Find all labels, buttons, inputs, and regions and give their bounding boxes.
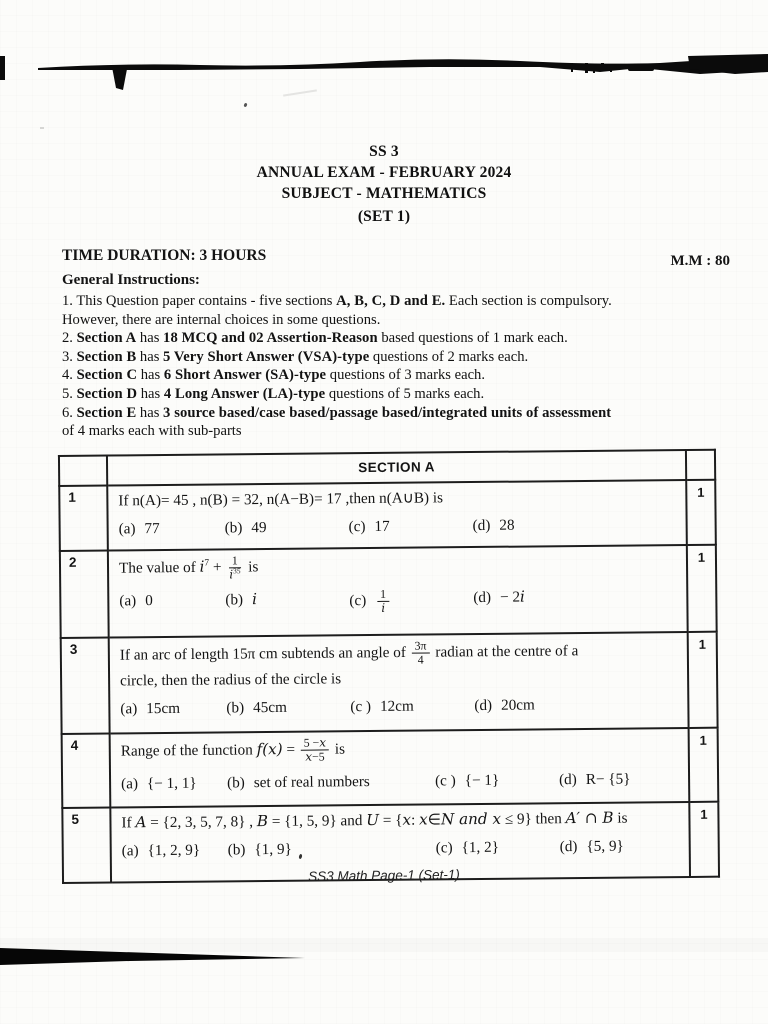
question-options <box>120 693 681 719</box>
option-text: 17 <box>374 517 390 535</box>
option-text: − 2i <box>499 587 525 606</box>
scan-speck <box>243 103 247 108</box>
option-text: {5, 9} <box>586 837 624 855</box>
option-label: (d) <box>474 696 493 714</box>
instruction-line: 5. Section D has 4 Long Answer (LA)-type questions of 5 marks each. <box>62 385 485 402</box>
option-label: (b) <box>225 590 244 608</box>
option-label: (d) <box>559 838 578 856</box>
option-label: (b) <box>227 773 245 791</box>
option-label: (a) <box>120 699 138 717</box>
option-label: (d) <box>473 588 492 606</box>
option-label: (a) <box>121 842 139 860</box>
question-number: 2 <box>60 551 109 638</box>
question-number: 4 <box>62 734 111 808</box>
question-cell <box>110 728 690 808</box>
option <box>474 694 535 716</box>
option-text: 45cm <box>253 698 287 716</box>
option <box>350 695 466 717</box>
time-duration: TIME DURATION: 3 HOURS <box>62 247 267 264</box>
subject-title: SUBJECT - MATHEMATICS <box>281 185 487 202</box>
fraction: $\frac{1}{i^{35}}$ <box>229 553 241 582</box>
option-text: 15cm <box>146 699 181 717</box>
option-label: (c) <box>435 839 453 857</box>
question-number: 5 <box>62 808 111 883</box>
instruction-line: 1. This Question paper contains - five sections A, B, C, D and E. Each section is compulsory. <box>62 293 612 309</box>
scan-artifact-bottom-wedge <box>0 930 768 990</box>
question-options <box>122 835 683 861</box>
class-title: SS 3 <box>369 143 399 160</box>
questions-body <box>59 480 719 883</box>
question-number: 1 <box>59 486 108 551</box>
question-text: circle, then the radius of the circle is <box>120 669 342 689</box>
question-text: The value of $i^7$ + $\frac{1}{i^{35}}$ is <box>118 553 259 582</box>
option-label: (b) <box>226 698 245 716</box>
option <box>228 837 428 860</box>
fraction: $\frac{1}{i}$ <box>377 587 389 615</box>
question-cell <box>108 545 688 638</box>
question-row <box>60 545 717 638</box>
instruction-line: 4. Section C has 6 Short Answer (SA)-type questions of 3 marks each. <box>62 367 485 384</box>
option <box>436 836 552 858</box>
option-text: i <box>251 589 257 608</box>
fraction: $\frac{5 -x}{x-5}$ <box>301 736 330 764</box>
corner-cell <box>59 456 107 486</box>
option-label: (a) <box>118 520 136 538</box>
option <box>225 516 341 538</box>
scan-speck <box>40 127 44 129</box>
option <box>435 769 551 791</box>
option <box>226 696 342 718</box>
question-text: If A = {2, 3, 5, 7, 8} , B = {1, 5, 9} and U = {x: x∈N and x ≤ 9} then A′ ∩ B is <box>121 808 628 832</box>
option-label: (d) <box>472 516 491 535</box>
marks-cell: 1 <box>686 480 716 545</box>
option-text: {1, 2, 9} <box>147 841 201 860</box>
option-label: (a) <box>121 774 139 792</box>
question-options <box>119 513 680 539</box>
option <box>119 589 217 618</box>
marks-header-cell <box>686 450 715 480</box>
scan-artifact-top-band <box>0 0 768 110</box>
option-label: (a) <box>119 591 137 609</box>
option-text: 49 <box>251 519 267 537</box>
option-text <box>375 586 391 615</box>
question-cell <box>109 632 689 734</box>
instructions-list <box>62 292 612 441</box>
option <box>121 772 219 794</box>
question-row <box>59 480 716 551</box>
exam-header <box>0 141 768 227</box>
option-text: set of real numbers <box>253 772 370 791</box>
option-text: 20cm <box>500 696 535 714</box>
option <box>122 839 220 861</box>
option <box>349 587 465 616</box>
option-label: (c ) <box>435 771 456 789</box>
question-options <box>119 585 680 618</box>
question-text: Range of the function f(x) = $\frac{5 -x}{x-5}$ is <box>120 735 346 764</box>
option <box>227 770 427 793</box>
max-marks: M.M : 80 <box>670 253 730 269</box>
option-label: (c) <box>348 518 366 536</box>
question-row <box>62 728 719 808</box>
option-text: R− {5} <box>585 770 631 788</box>
option-text: {1, 9} <box>254 840 292 859</box>
page-footer: SS3 Math Page-1 (Set-1) <box>308 866 460 885</box>
option-text: {− 1, 1} <box>146 774 197 792</box>
instructions-title: General Instructions: <box>62 272 200 288</box>
scan-speck <box>283 89 317 96</box>
question-number: 3 <box>61 638 110 734</box>
option <box>225 588 341 617</box>
instruction-line: of 4 marks each with sub-parts <box>62 423 242 440</box>
option-text: 0 <box>145 591 153 609</box>
marks-cell: 1 <box>688 632 718 728</box>
option <box>560 836 624 858</box>
question-text: If an arc of length 15π cm subtends an angle of $\frac{3\pi}{4}$ radian at the centre of a <box>119 638 579 667</box>
option-label: (b) <box>224 519 243 537</box>
exam-title: ANNUAL EXAM - FEBRUARY 2024 <box>256 164 512 181</box>
section-title: SECTION A <box>107 450 686 486</box>
option-label: (d) <box>558 770 577 788</box>
marks-cell: 1 <box>689 728 719 802</box>
marks-cell: 1 <box>687 545 717 632</box>
marks-cell: 1 <box>689 802 719 877</box>
option <box>559 768 631 790</box>
option-text: {1, 2} <box>461 838 500 857</box>
fraction: $\frac{3\pi}{4}$ <box>412 639 430 667</box>
instruction-line: 2. Section A has 18 MCQ and 02 Assertion-Reason based questions of 1 mark each. <box>62 330 568 347</box>
set-label: (SET 1) <box>357 208 411 225</box>
option-label: (b) <box>227 841 246 859</box>
option-text: 28 <box>499 516 515 534</box>
option <box>119 517 217 539</box>
option-text: 12cm <box>379 697 414 715</box>
instruction-line: However, there are internal choices in some questions. <box>62 311 381 328</box>
question-cell <box>107 480 687 551</box>
option-text: 77 <box>144 520 160 538</box>
question-options <box>121 768 682 794</box>
exam-table <box>58 449 720 884</box>
question-row <box>61 632 718 734</box>
option <box>120 697 218 719</box>
option <box>473 515 515 536</box>
instruction-line: 6. Section E has 3 source based/case based/passage based/integrated units of assessment <box>62 404 612 421</box>
option-label: (c ) <box>350 697 372 715</box>
option <box>349 515 465 537</box>
option-label: (c) <box>349 591 367 610</box>
option-text: {− 1} <box>464 771 500 789</box>
instruction-line: 3. Section B has 5 Very Short Answer (VSA)-type questions of 2 marks each. <box>62 348 529 365</box>
option <box>473 586 525 614</box>
question-text: If n(A)= 45 , n(B) = 32, n(A−B)= 17 ,then n(A∪B) is <box>118 489 444 510</box>
section-a-table-wrap <box>58 449 720 884</box>
